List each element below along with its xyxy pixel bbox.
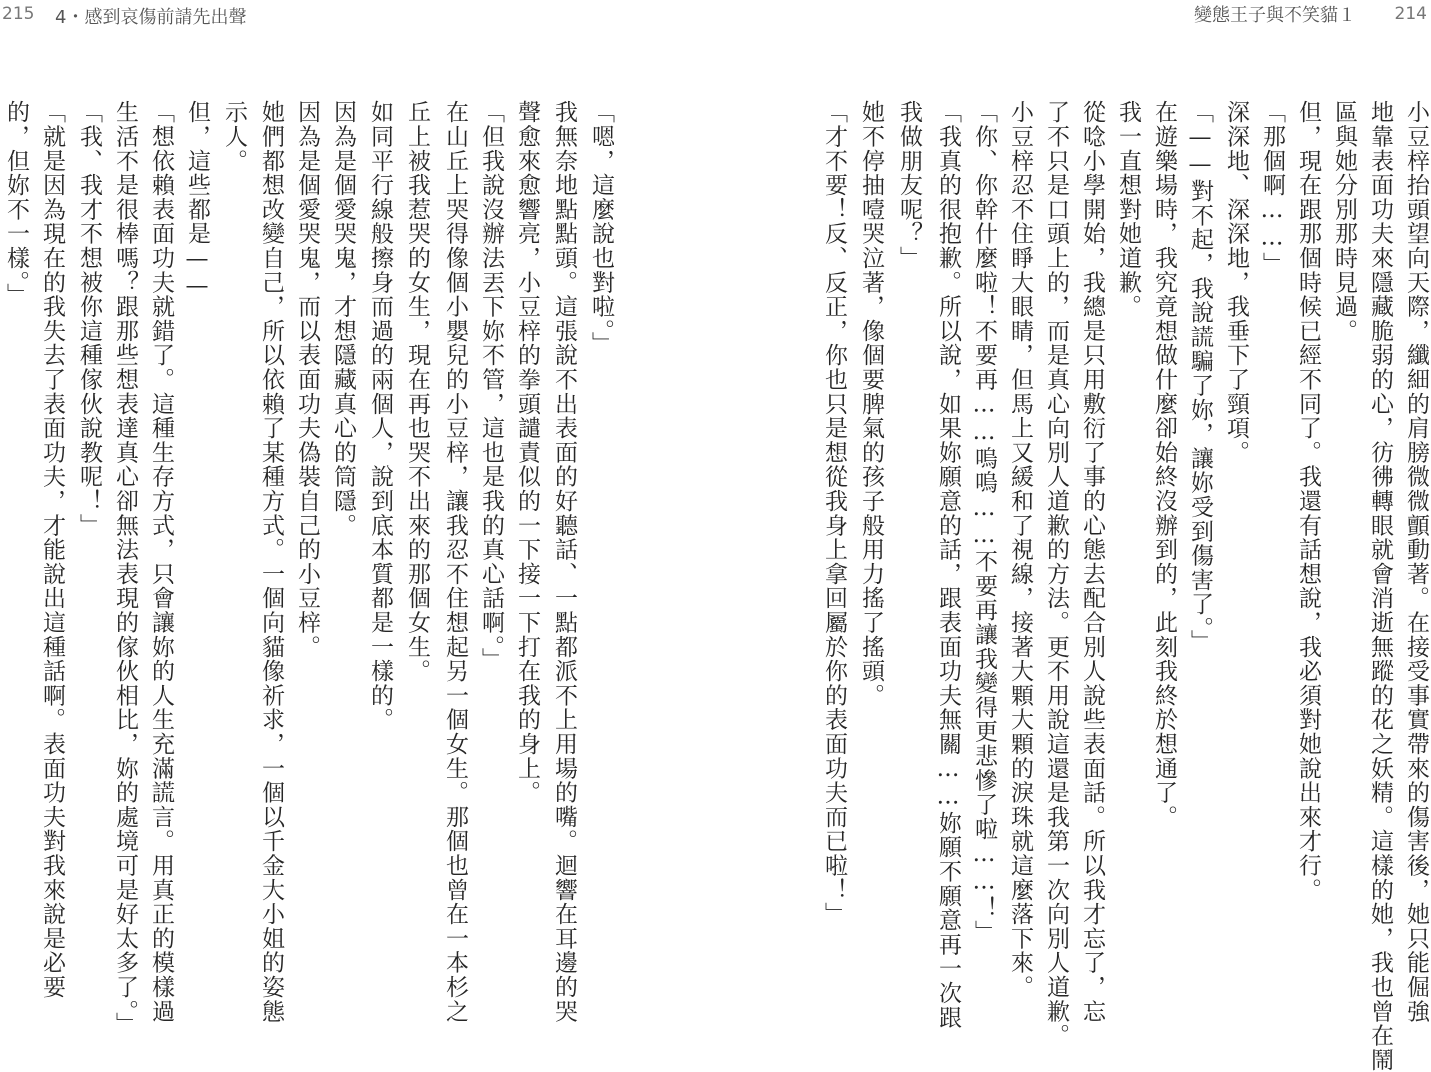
text-column: 「我真的很抱歉。所以說，如果妳願意的話，跟表面功夫無關……妳願不願意再一次跟 [935, 100, 961, 1030]
text-column: 示人。 [221, 100, 247, 173]
text-column: 小豆梓抬頭望向天際，纖細的肩膀微微顫動著。在接受事實帶來的傷害後，她只能倔強 [1403, 100, 1429, 1024]
text-column: 我無奈地點點頭。這張說不出表面的好聽話、一點都派不上用場的嘴。迴響在耳邊的哭 [551, 100, 577, 1024]
text-column: 「你、你幹什麼啦！不要再……嗚嗚……不要再讓我變得更悲慘了啦……！」 [971, 100, 997, 945]
text-column: 但，這些都是—— [184, 100, 210, 301]
text-column: 丘上被我惹哭的女生，現在再也哭不出來的那個女生。 [404, 100, 430, 684]
text-column: 「我、我才不想被你這種傢伙說教呢！」 [76, 100, 102, 538]
text-column: 她們都想改變自己，所以依賴了某種方式。一個向貓像祈求，一個以千金大小姐的姿態 [258, 100, 284, 1024]
text-column: 「那個啊……」 [1259, 100, 1285, 277]
book-title: 變態王子與不笑貓１ [1194, 5, 1356, 26]
text-column: 我一直想對她道歉。 [1115, 100, 1141, 319]
text-column: 「想依賴表面功夫就錯了。這種生存方式，只會讓妳的人生充滿謊言。用真正的模樣過 [148, 100, 174, 1024]
right-page-number: 214 [1394, 4, 1427, 24]
text-column: 「才不要！反、反正，你也只是想從我身上拿回屬於你的表面功夫而已啦！」 [821, 100, 847, 927]
text-column: 地靠表面功夫來隱藏脆弱的心，彷彿轉眼就會消逝無蹤的花之妖精。這樣的她，我也曾在鬧 [1367, 100, 1393, 1072]
text-column: 「——對不起，我說謊騙了妳，讓妳受到傷害了。」 [1187, 100, 1213, 654]
text-column: 的，但妳不一樣。」 [3, 100, 29, 308]
text-column: 「就是因為現在的我失去了表面功夫，才能說出這種話啊。表面功夫對我來說是必要 [39, 100, 65, 1000]
text-column: 但，現在跟那個時候已經不同了。我還有話想說，我必須對她說出來才行。 [1295, 100, 1321, 902]
text-column: 她不停抽噎哭泣著，像個要脾氣的孩子般用力搖了搖頭。 [858, 100, 884, 708]
text-column: 深深地、深深地，我垂下了頸項。 [1223, 100, 1249, 465]
text-column: 聲愈來愈響亮，小豆梓的拳頭譴責似的一下接一下打在我的身上。 [514, 100, 540, 805]
text-column: 因為是個愛哭鬼，才想隱藏真心的筒隱。 [330, 100, 356, 538]
text-column: 區與她分別那時見過。 [1331, 100, 1357, 343]
text-column: 小豆梓忍不住睜大眼睛，但馬上又緩和了視線，接著大顆大顆的淚珠就這麼落下來。 [1007, 100, 1033, 1000]
text-column: 生活不是很棒嗎？跟那些想表達真心卻無法表現的傢伙相比，妳的處境可是好太多了。」 [112, 100, 138, 1037]
text-column: 在山丘上哭得像個小嬰兒的小豆梓，讓我忍不住想起另一個女生。那個也曾在一本杉之 [442, 100, 468, 1024]
text-column: 我做朋友呢？」 [896, 100, 922, 271]
text-column: 「嗯，這麼說也對啦。」 [588, 100, 614, 356]
text-column: 了不只是口頭上的，而是真心向別人道歉的方法。更不用說這還是我第一次向別人道歉。 [1043, 100, 1069, 1048]
chapter-title: 4・感到哀傷前請先出聲 [55, 7, 247, 28]
text-column: 「但我說沒辦法丟下妳不管，這也是我的真心話啊。」 [478, 100, 504, 672]
text-column: 在遊樂場時，我究竟想做什麼卻始終沒辦到的，此刻我終於想通了。 [1151, 100, 1177, 829]
text-column: 如同平行線般擦身而過的兩個人，說到底本質都是一樣的。 [367, 100, 393, 732]
text-column: 從唸小學開始，我總是只用敷衍了事的心態去配合別人說些表面話。所以我才忘了，忘 [1079, 100, 1105, 1024]
text-column: 因為是個愛哭鬼，而以表面功夫偽裝自己的小豆梓。 [294, 100, 320, 659]
left-page-number: 215 [2, 4, 35, 24]
